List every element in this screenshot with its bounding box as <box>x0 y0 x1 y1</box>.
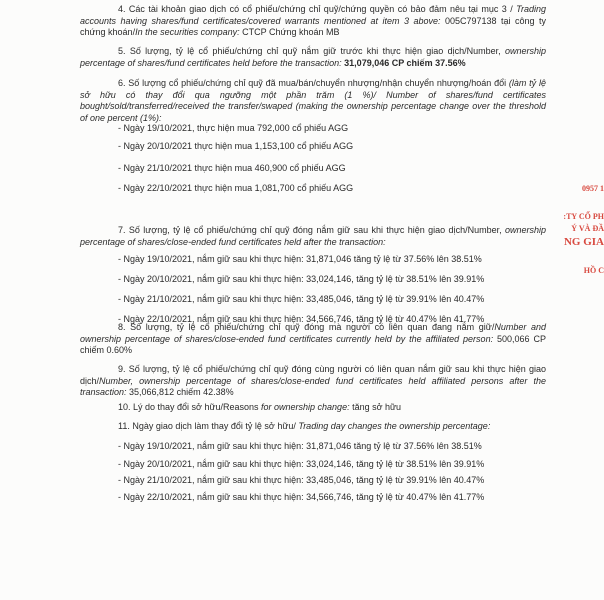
item-4-company: CTCP Chứng khoán MB <box>239 27 340 38</box>
item-11-en: Trading day changes the ownership percentage: <box>298 421 491 431</box>
item-9-vi: 9. Số lượng, tỷ lệ cổ phiếu/chứng chỉ quỹ đóng cùng người có liên quan nắm giữ sau khi thực hiện giao dịch/ <box>80 364 546 386</box>
item-9-value: 35,066,812 chiếm 42.38% <box>126 387 234 398</box>
item-4-en2: In the securities company: <box>135 27 240 38</box>
list-item: - Ngày 20/10/2021, nắm giữ sau khi thực hiện: 33,024,146, tăng tỷ lệ từ 38.51% lên 39.91% <box>118 274 485 284</box>
item-7-after-holding <box>80 225 546 248</box>
item-5-before-holding <box>80 46 546 69</box>
list-item: - Ngày 22/10/2021, nắm giữ sau khi thực hiện: 34,566,746, tăng tỷ lệ từ 40.47% lên 41.77% <box>118 492 485 502</box>
stamp-text: :TY CỔ PH <box>563 212 604 221</box>
item-6-traded-shares <box>80 78 546 124</box>
list-item: - Ngày 20/10/2021 thực hiện mua 1,153,100 cổ phiếu AGG <box>118 141 354 151</box>
item-7-vi: 7. Số lượng, tỷ lệ cổ phiếu/chứng chỉ quỹ đóng nắm giữ sau khi thực hiện giao dịch/Number, <box>118 225 505 235</box>
item-4-account: 005C797138 tại công ty chứng khoán/ <box>80 15 546 38</box>
item-10-en: for ownership change: <box>261 402 350 412</box>
item-4-trading-accounts <box>80 4 546 39</box>
list-item: - Ngày 21/10/2021 thực hiện mua 460,900 cổ phiếu AGG <box>118 163 346 173</box>
item-4-en: Trading accounts having shares/fund certificates/covered warrants mentioned at item 3 above: <box>80 4 546 26</box>
item-11-trading-day <box>80 421 546 433</box>
list-item: - Ngày 21/10/2021, nắm giữ sau khi thực hiện: 33,485,046, tăng tỷ lệ từ 39.91% lên 40.47% <box>118 475 485 485</box>
list-item: - Ngày 22/10/2021, nắm giữ sau khi thực hiện: 34,566,746, tăng tỷ lệ từ 40.47% lên 41.77% <box>118 314 485 324</box>
stamp-text: Ý VÀ ĐẦ <box>571 224 604 233</box>
item-5-value: 31,079,046 CP chiếm 37.56% <box>344 57 466 68</box>
item-8-value: 500,066 CP chiếm 0.60% <box>80 333 546 356</box>
list-item: - Ngày 20/10/2021, nắm giữ sau khi thực hiện: 33,024,146, tăng tỷ lệ từ 38.51% lên 39.91% <box>118 459 485 469</box>
list-item: - Ngày 19/10/2021, nắm giữ sau khi thực hiện: 31,871,046 tăng tỷ lệ từ 37.56% lên 38.51% <box>118 441 482 451</box>
item-5-vi: 5. Số lượng, tỷ lệ cổ phiếu/chứng chỉ quỹ nắm giữ trước khi thực hiện giao dịch/Number, <box>118 46 505 56</box>
item-7-en: ownership percentage of shares/close-ended fund certificates held after the transaction: <box>80 225 546 247</box>
item-6-en: (làm tỷ lệ sở hữu có thay đổi qua ngưỡng một phần trăm (1 %)/ Number of shares/fund certificates bought/sold/transferred/received the transfer/swaped (making the ownership percentage change over the threshold of one percent (1%): <box>80 78 546 123</box>
item-9-combined-holding <box>80 364 546 399</box>
list-item: - Ngày 22/10/2021 thực hiện mua 1,081,700 cổ phiếu AGG <box>118 183 354 193</box>
stamp-text: 0957 1 <box>582 184 604 193</box>
list-item: - Ngày 21/10/2021, nắm giữ sau khi thực hiện: 33,485,046, tăng tỷ lệ từ 39.91% lên 40.47% <box>118 294 485 304</box>
item-9-en: Number, ownership percentage of shares/close-ended fund certificates held affiliated persons after the transaction: <box>80 375 546 398</box>
item-10-value: tăng sở hữu <box>349 402 402 412</box>
item-10-reason <box>80 402 546 414</box>
item-8-vi: 8. Số lượng, tỷ lệ cổ phiếu/chứng chỉ quỹ đóng mà người có liên quan đang nắm giữ/ <box>118 322 495 332</box>
stamp-text: HỒ C <box>583 266 604 275</box>
item-5-en: ownership percentage of shares/fund certificates held before the transaction: <box>80 46 546 68</box>
item-8-affiliated-holding <box>80 322 546 357</box>
item-8-en: Number and ownership percentage of shares/close-ended fund certificates currently held by the affiliated person: <box>80 322 547 344</box>
list-item: - Ngày 19/10/2021, thực hiện mua 792,000 cổ phiếu AGG <box>118 123 349 133</box>
item-6-vi: 6. Số lượng cổ phiếu/chứng chỉ quỹ đã mua/bán/chuyển nhượng/nhận chuyển nhượng/hoán đổi <box>118 78 509 88</box>
item-10-vi: 10. Lý do thay đổi sở hữu/Reasons <box>118 402 262 412</box>
stamp-text: NG GIA <box>563 236 604 248</box>
list-item: - Ngày 19/10/2021, nắm giữ sau khi thực hiện: 31,871,046 tăng tỷ lệ từ 37.56% lên 38.51% <box>118 254 482 264</box>
item-11-vi: 11. Ngày giao dịch làm thay đổi tỷ lệ sở hữu/ <box>118 421 299 431</box>
item-4-vi: 4. Các tài khoản giao dịch có cổ phiếu/chứng chỉ quỹ/chứng quyền có bảo đảm nêu tại mục 3 / <box>118 4 513 14</box>
